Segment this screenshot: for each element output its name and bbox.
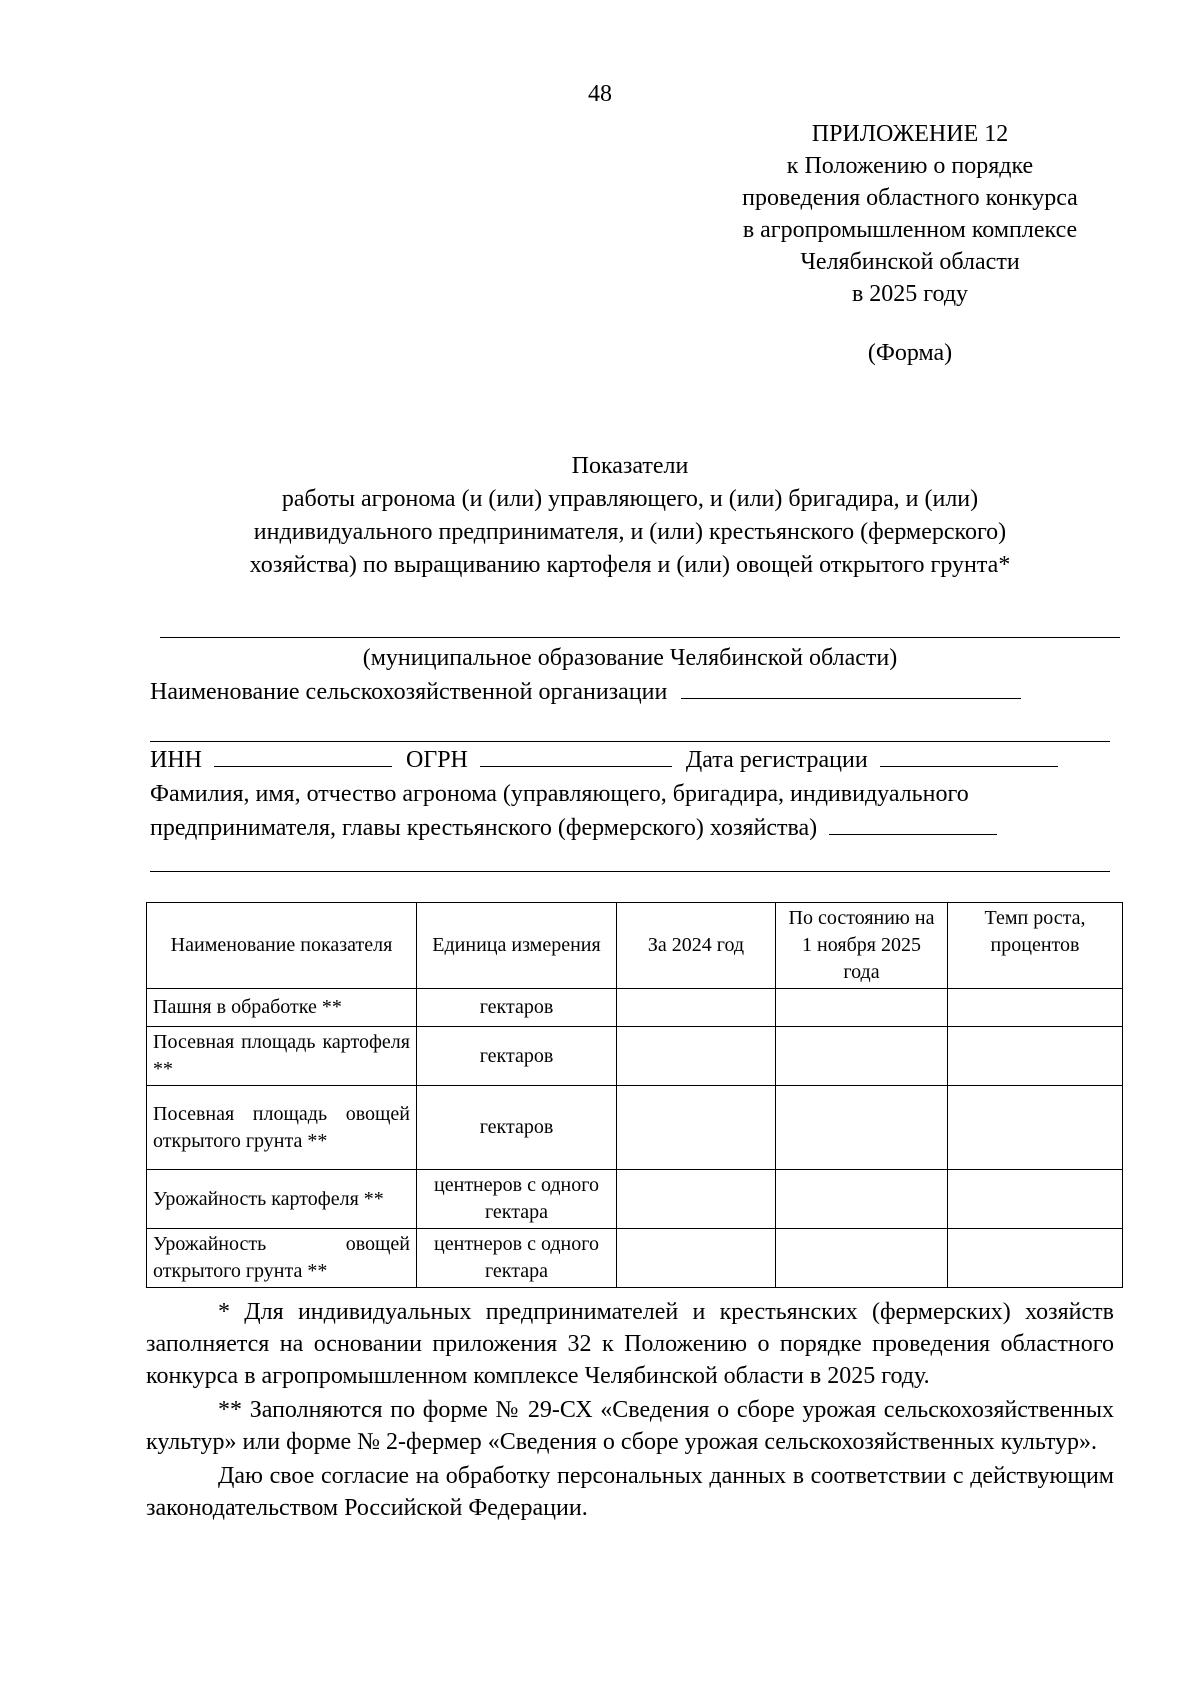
heading-line: индивидуального предпринимателя, и (или) крестьянского (фермерского) — [253, 519, 1007, 545]
header-indicator-name: Наименование показателя — [147, 903, 417, 989]
appendix-title: ПРИЛОЖЕНИЕ 12 — [811, 121, 1009, 147]
registration-input-line[interactable] — [880, 744, 1058, 767]
row-name: Посевная площадь картофеля ** — [147, 1027, 417, 1086]
table-row — [147, 1229, 1123, 1288]
appendix-line: Челябинской области — [800, 249, 1020, 275]
appendix-line: в агропромышленном комплексе — [742, 217, 1078, 243]
registration-label: Дата регистрации — [685, 747, 868, 773]
row-name: Посевная площадь овощей открытого грунта ** — [147, 1086, 417, 1170]
cell-2025[interactable] — [776, 1027, 948, 1086]
row-unit: гектаров — [417, 1086, 617, 1170]
ogrn-input-line[interactable] — [480, 744, 672, 767]
appendix-line: к Положению о порядке — [786, 153, 1034, 179]
page-number: 48 — [588, 81, 612, 107]
cell-2024[interactable] — [617, 1027, 776, 1086]
cell-2024[interactable] — [617, 989, 776, 1027]
fio-line-2: предпринимателя, главы крестьянского (фермерского) хозяйства) — [150, 815, 818, 841]
header-unit: Единица измерения — [417, 903, 617, 989]
table-row — [147, 989, 1123, 1027]
cell-2024[interactable] — [617, 1170, 776, 1229]
cell-growth[interactable] — [948, 1027, 1123, 1086]
document-heading — [140, 450, 1120, 582]
cell-2025[interactable] — [776, 1170, 948, 1229]
row-name: Пашня в обработке ** — [147, 989, 417, 1027]
heading-line: хозяйства) по выращиванию картофеля и (или) овощей открытого грунта* — [249, 552, 1011, 578]
ogrn-label: ОГРН — [406, 747, 468, 773]
table-row — [147, 1170, 1123, 1229]
indicators-table — [146, 902, 1123, 1288]
organization-input-line[interactable] — [681, 676, 1021, 699]
organization-label: Наименование сельскохозяйственной организации — [150, 679, 668, 705]
table-header-row — [147, 903, 1123, 989]
cell-2025[interactable] — [776, 989, 948, 1027]
header-growth-rate: Темп роста, процентов — [948, 903, 1123, 989]
cell-growth[interactable] — [948, 1229, 1123, 1288]
row-unit: центнеров с одного гектара — [417, 1229, 617, 1288]
municipality-caption: (муниципальное образование Челябинской области) — [362, 645, 898, 671]
appendix-block — [700, 118, 1120, 369]
appendix-line: проведения областного конкурса — [742, 185, 1078, 211]
municipality-blank-line[interactable] — [160, 637, 1120, 638]
table-row — [147, 1027, 1123, 1086]
row-unit: центнеров с одного гектара — [417, 1170, 617, 1229]
row-unit: гектаров — [417, 1027, 617, 1086]
inn-input-line[interactable] — [214, 744, 392, 767]
inn-label: ИНН — [150, 747, 202, 773]
footnotes — [146, 1296, 1114, 1524]
row-name: Урожайность картофеля ** — [147, 1170, 417, 1229]
cell-2024[interactable] — [617, 1229, 776, 1288]
organization-continuation-line[interactable] — [150, 741, 1110, 742]
heading-line: работы агронома (и (или) управляющего, и (или) бригадира, и (или) — [281, 486, 979, 512]
header-year-2024: За 2024 год — [617, 903, 776, 989]
cell-2025[interactable] — [776, 1086, 948, 1170]
table-row — [147, 1086, 1123, 1170]
cell-2025[interactable] — [776, 1229, 948, 1288]
form-label: (Форма) — [867, 340, 953, 366]
row-name: Урожайность овощей открытого грунта ** — [147, 1229, 417, 1288]
cell-2024[interactable] — [617, 1086, 776, 1170]
ids-row — [150, 744, 1120, 776]
fio-input-line[interactable] — [829, 812, 997, 835]
header-as-of-nov-2025: По состоянию на 1 ноября 2025 года — [776, 903, 948, 989]
fio-row — [150, 812, 1120, 844]
footnote-single-asterisk: * Для индивидуальных предпринимателей и крестьянских (фермерских) хозяйств заполняется на основании приложения 32 к Положению о порядке проведения областного конкурса в агропромышленном комплексе Челябинской области в 2025 году. — [146, 1299, 1114, 1389]
heading-title: Показатели — [571, 453, 689, 479]
footnote-double-asterisk: ** Заполняются по форме № 29-СХ «Сведения о сборе урожая сельскохозяйственных культур» или форме № 2-фермер «Сведения о сборе урожая сельскохозяйственных культур». — [146, 1397, 1114, 1455]
fio-continuation-line[interactable] — [150, 871, 1110, 872]
cell-growth[interactable] — [948, 1086, 1123, 1170]
appendix-line: в 2025 году — [851, 281, 969, 307]
organization-row — [150, 676, 1120, 708]
row-unit: гектаров — [417, 989, 617, 1027]
fio-line-1: Фамилия, имя, отчество агронома (управляющего, бригадира, индивидуального — [150, 781, 969, 807]
consent-statement: Даю свое согласие на обработку персональных данных в соответствии с действующим законодательством Российской Федерации. — [146, 1463, 1114, 1521]
cell-growth[interactable] — [948, 1170, 1123, 1229]
cell-growth[interactable] — [948, 989, 1123, 1027]
